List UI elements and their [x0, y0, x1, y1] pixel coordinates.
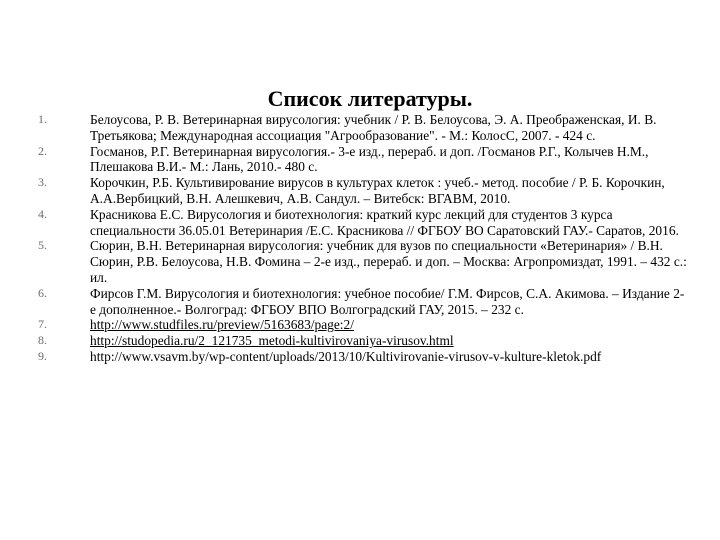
list-item: [38, 238, 688, 285]
reference-link[interactable]: http://www.studfiles.ru/preview/5163683/page:2/: [90, 317, 354, 333]
list-item: [38, 286, 688, 318]
item-number: 4.: [38, 206, 47, 221]
item-number: 7.: [38, 317, 47, 332]
item-number: 2.: [38, 143, 47, 158]
reference-text: Сюрин, В.Н. Ветеринарная вирусология: учебник для вузов по специальности «Ветеринария» / В.Н. Сюрин, Р.В. Белоусова, Н.В. Фомина – 2-е изд., перераб. и доп. – Москва: Агропромиздат, 1991. – 432 с.: ил.: [90, 238, 687, 285]
list-item: [38, 112, 688, 144]
reference-text: http://www.vsavm.by/wp-content/uploads/2013/10/Kultivirovanie-virusov-v-kulture-kletok.pdf: [90, 348, 602, 364]
item-number: 1.: [38, 112, 47, 126]
item-number: 3.: [38, 175, 47, 190]
list-item: [38, 175, 688, 207]
list-item: [38, 317, 688, 333]
reference-list: [38, 112, 688, 365]
list-item: [38, 144, 688, 176]
item-number: 8.: [38, 333, 47, 348]
item-number: 9.: [38, 348, 47, 363]
item-number: 6.: [38, 285, 47, 300]
list-item: [38, 349, 688, 365]
reference-text: Белоусова, Р. В. Ветеринарная вирусология: учебник / Р. В. Белоусова, Э. А. Преображенская, И. В. Третьякова; Международная ассоциация "Агрообразование". - М.: КолосС, 2007. - 424 с.: [90, 112, 657, 143]
list-item: [38, 207, 688, 239]
page-title: Список литературы.: [267, 86, 473, 111]
list-item: [38, 333, 688, 349]
reference-text: Фирсов Г.М. Вирусология и биотехнология: учебное пособие/ Г.М. Фирсов, С.А. Акимова. – Издание 2-е дополненное.- Волгоград: ФГБОУ ВПО Волгоградский ГАУ, 2015. – 232 с.: [90, 285, 685, 317]
reference-text: Корочкин, Р.Б. Культивирование вирусов в культурах клеток : учеб.- метод. пособие / Р. Б. Корочкин, А.А.Вербицкий, В.Н. Алешкевич, А.В. Сандул. – Витебск: ВГАВМ, 2010.: [90, 175, 665, 206]
reference-link[interactable]: http://studopedia.ru/2_121735_metodi-kultivirovaniya-virusov.html: [90, 333, 454, 349]
item-number: 5.: [38, 238, 47, 253]
reference-text: Красникова Е.С. Вирусология и биотехнология: краткий курс лекций для студентов 3 курса специальности 36.05.01 Ветеринария /Е.С. Красникова // ФГБОУ ВО Саратовский ГАУ.- Саратов, 2016.: [90, 206, 679, 238]
reference-text: Госманов, Р.Г. Ветеринарная вирусология.- 3-е изд., перераб. и доп. /Госманов Р.Г., Колычев Н.М., Плешакова В.И.- М.: Лань, 2010.- 480 с.: [90, 143, 649, 175]
